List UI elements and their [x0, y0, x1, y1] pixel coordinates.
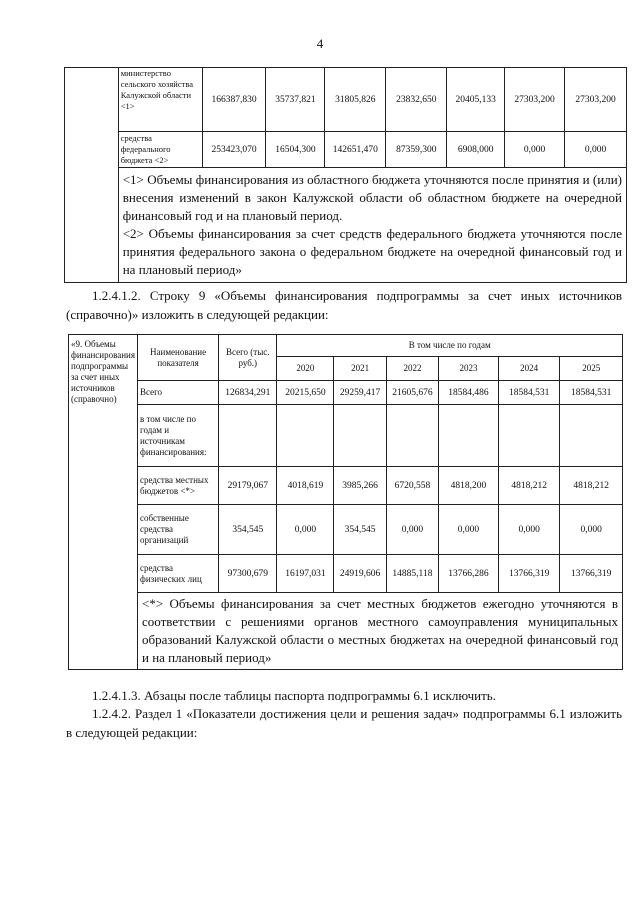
year-header: 2021: [334, 357, 386, 381]
cell-value: [439, 405, 499, 467]
cell-value: 3985,266: [334, 467, 386, 505]
row-label: в том числе по годам и источникам финансирования:: [137, 405, 218, 467]
cell-value: [498, 405, 560, 467]
table-row: [69, 593, 623, 670]
cell-total: 97300,679: [219, 555, 277, 593]
cell-value: 27303,200: [565, 68, 627, 132]
year-header: 2022: [386, 357, 438, 381]
cell-value: 0,000: [565, 132, 627, 168]
row-name: средства федерального бюджета <2>: [118, 132, 202, 168]
empty-cell: [65, 68, 119, 283]
cell-value: 4818,212: [560, 467, 623, 505]
cell-value: 35737,821: [266, 68, 325, 132]
cell-value: 0,000: [277, 505, 334, 555]
header-years: В том числе по годам: [277, 335, 623, 357]
table-row: [65, 168, 627, 283]
cell-value: [277, 405, 334, 467]
row-label: средства местных бюджетов <*>: [137, 467, 218, 505]
cell-value: 0,000: [386, 505, 438, 555]
row-label: средства физических лиц: [137, 555, 218, 593]
financing-table: [68, 334, 623, 670]
cell-value: 14885,118: [386, 555, 438, 593]
cell-value: 24919,606: [334, 555, 386, 593]
cell-total: 126834,291: [219, 381, 277, 405]
cell-value: 0,000: [439, 505, 499, 555]
cell-value: 18584,531: [498, 381, 560, 405]
table-row: [69, 381, 623, 405]
paragraph-3: 1.2.4.2. Раздел 1 «Показатели достижения цели и решения задач» подпрограммы 6.1 изложить в следующей редакции:: [66, 706, 622, 740]
year-header: 2024: [498, 357, 560, 381]
cell-value: 6908,000: [447, 132, 505, 168]
cell-value: 23832,650: [386, 68, 447, 132]
row-label: Всего: [137, 381, 218, 405]
table-row: [65, 132, 627, 168]
cell-value: 27303,200: [505, 68, 565, 132]
cell-value: 13766,286: [439, 555, 499, 593]
cell-value: 29259,417: [334, 381, 386, 405]
year-header: 2025: [560, 357, 623, 381]
cell-value: 16504,300: [266, 132, 325, 168]
cell-value: [560, 405, 623, 467]
table-row: [69, 467, 623, 505]
cell-value: 31805,826: [325, 68, 386, 132]
cell-value: 20215,650: [277, 381, 334, 405]
section-title: «9. Объемы финансирования подпрограммы за счет иных источников (справочно): [69, 335, 138, 670]
paragraph-2: 1.2.4.1.3. Абзацы после таблицы паспорта подпрограммы 6.1 исключить.: [92, 688, 496, 703]
cell-value: 142651,470: [325, 132, 386, 168]
budget-table-top: [64, 67, 627, 283]
header-name: Наименование показателя: [137, 335, 218, 381]
cell-value: 4818,212: [498, 467, 560, 505]
table-row: [65, 68, 627, 132]
row-label: собственные средства организаций: [137, 505, 218, 555]
cell-value: 166387,830: [202, 68, 266, 132]
cell-value: 253423,070: [202, 132, 266, 168]
cell-value: 20405,133: [447, 68, 505, 132]
cell-value: 13766,319: [498, 555, 560, 593]
footnote-cell: <*> Объемы финансирования за счет местных бюджетов ежегодно уточняются в соответствии с решениями органов местного самоуправления муниципальных образований Калужской области о местных бюджетах на очередной финансовый год и на плановый период»: [137, 593, 622, 670]
cell-value: 354,545: [334, 505, 386, 555]
cell-value: 0,000: [505, 132, 565, 168]
footnote-2: <2> Объемы финансирования за счет средств федерального бюджета уточняются после принятия федерального закона о федеральном бюджете на очередной финансовый год и на плановый период»: [122, 226, 622, 277]
table-row: [69, 555, 623, 593]
table-row: [69, 405, 623, 467]
cell-value: 0,000: [498, 505, 560, 555]
cell-value: 13766,319: [560, 555, 623, 593]
paragraph-1: 1.2.4.1.2. Строку 9 «Объемы финансирования подпрограммы за счет иных источников (справочно)» изложить в следующей редакции:: [66, 288, 622, 322]
cell-value: 21605,676: [386, 381, 438, 405]
cell-value: 4818,200: [439, 467, 499, 505]
year-header: 2020: [277, 357, 334, 381]
cell-total: 29179,067: [219, 467, 277, 505]
header-total: Всего (тыс. руб.): [219, 335, 277, 381]
cell-value: 87359,300: [386, 132, 447, 168]
footnote-cell: [118, 168, 626, 283]
cell-value: 18584,486: [439, 381, 499, 405]
header-row: [69, 335, 623, 357]
year-header: 2023: [439, 357, 499, 381]
cell-value: 6720,558: [386, 467, 438, 505]
cell-value: 4018,619: [277, 467, 334, 505]
cell-value: [334, 405, 386, 467]
cell-value: 18584,531: [560, 381, 623, 405]
page-number: 4: [316, 36, 324, 51]
cell-total: [219, 405, 277, 467]
table-row: [69, 505, 623, 555]
footnote-1: <1> Объемы финансирования из областного бюджета уточняются после принятия и (или) внесения изменений в закон Калужской области об областном бюджете на очередной финансовый год и на плановый период.: [122, 172, 622, 223]
row-name: министерство сельского хозяйства Калужской области <1>: [118, 68, 202, 132]
cell-value: 16197,031: [277, 555, 334, 593]
cell-value: 0,000: [560, 505, 623, 555]
cell-total: 354,545: [219, 505, 277, 555]
cell-value: [386, 405, 438, 467]
